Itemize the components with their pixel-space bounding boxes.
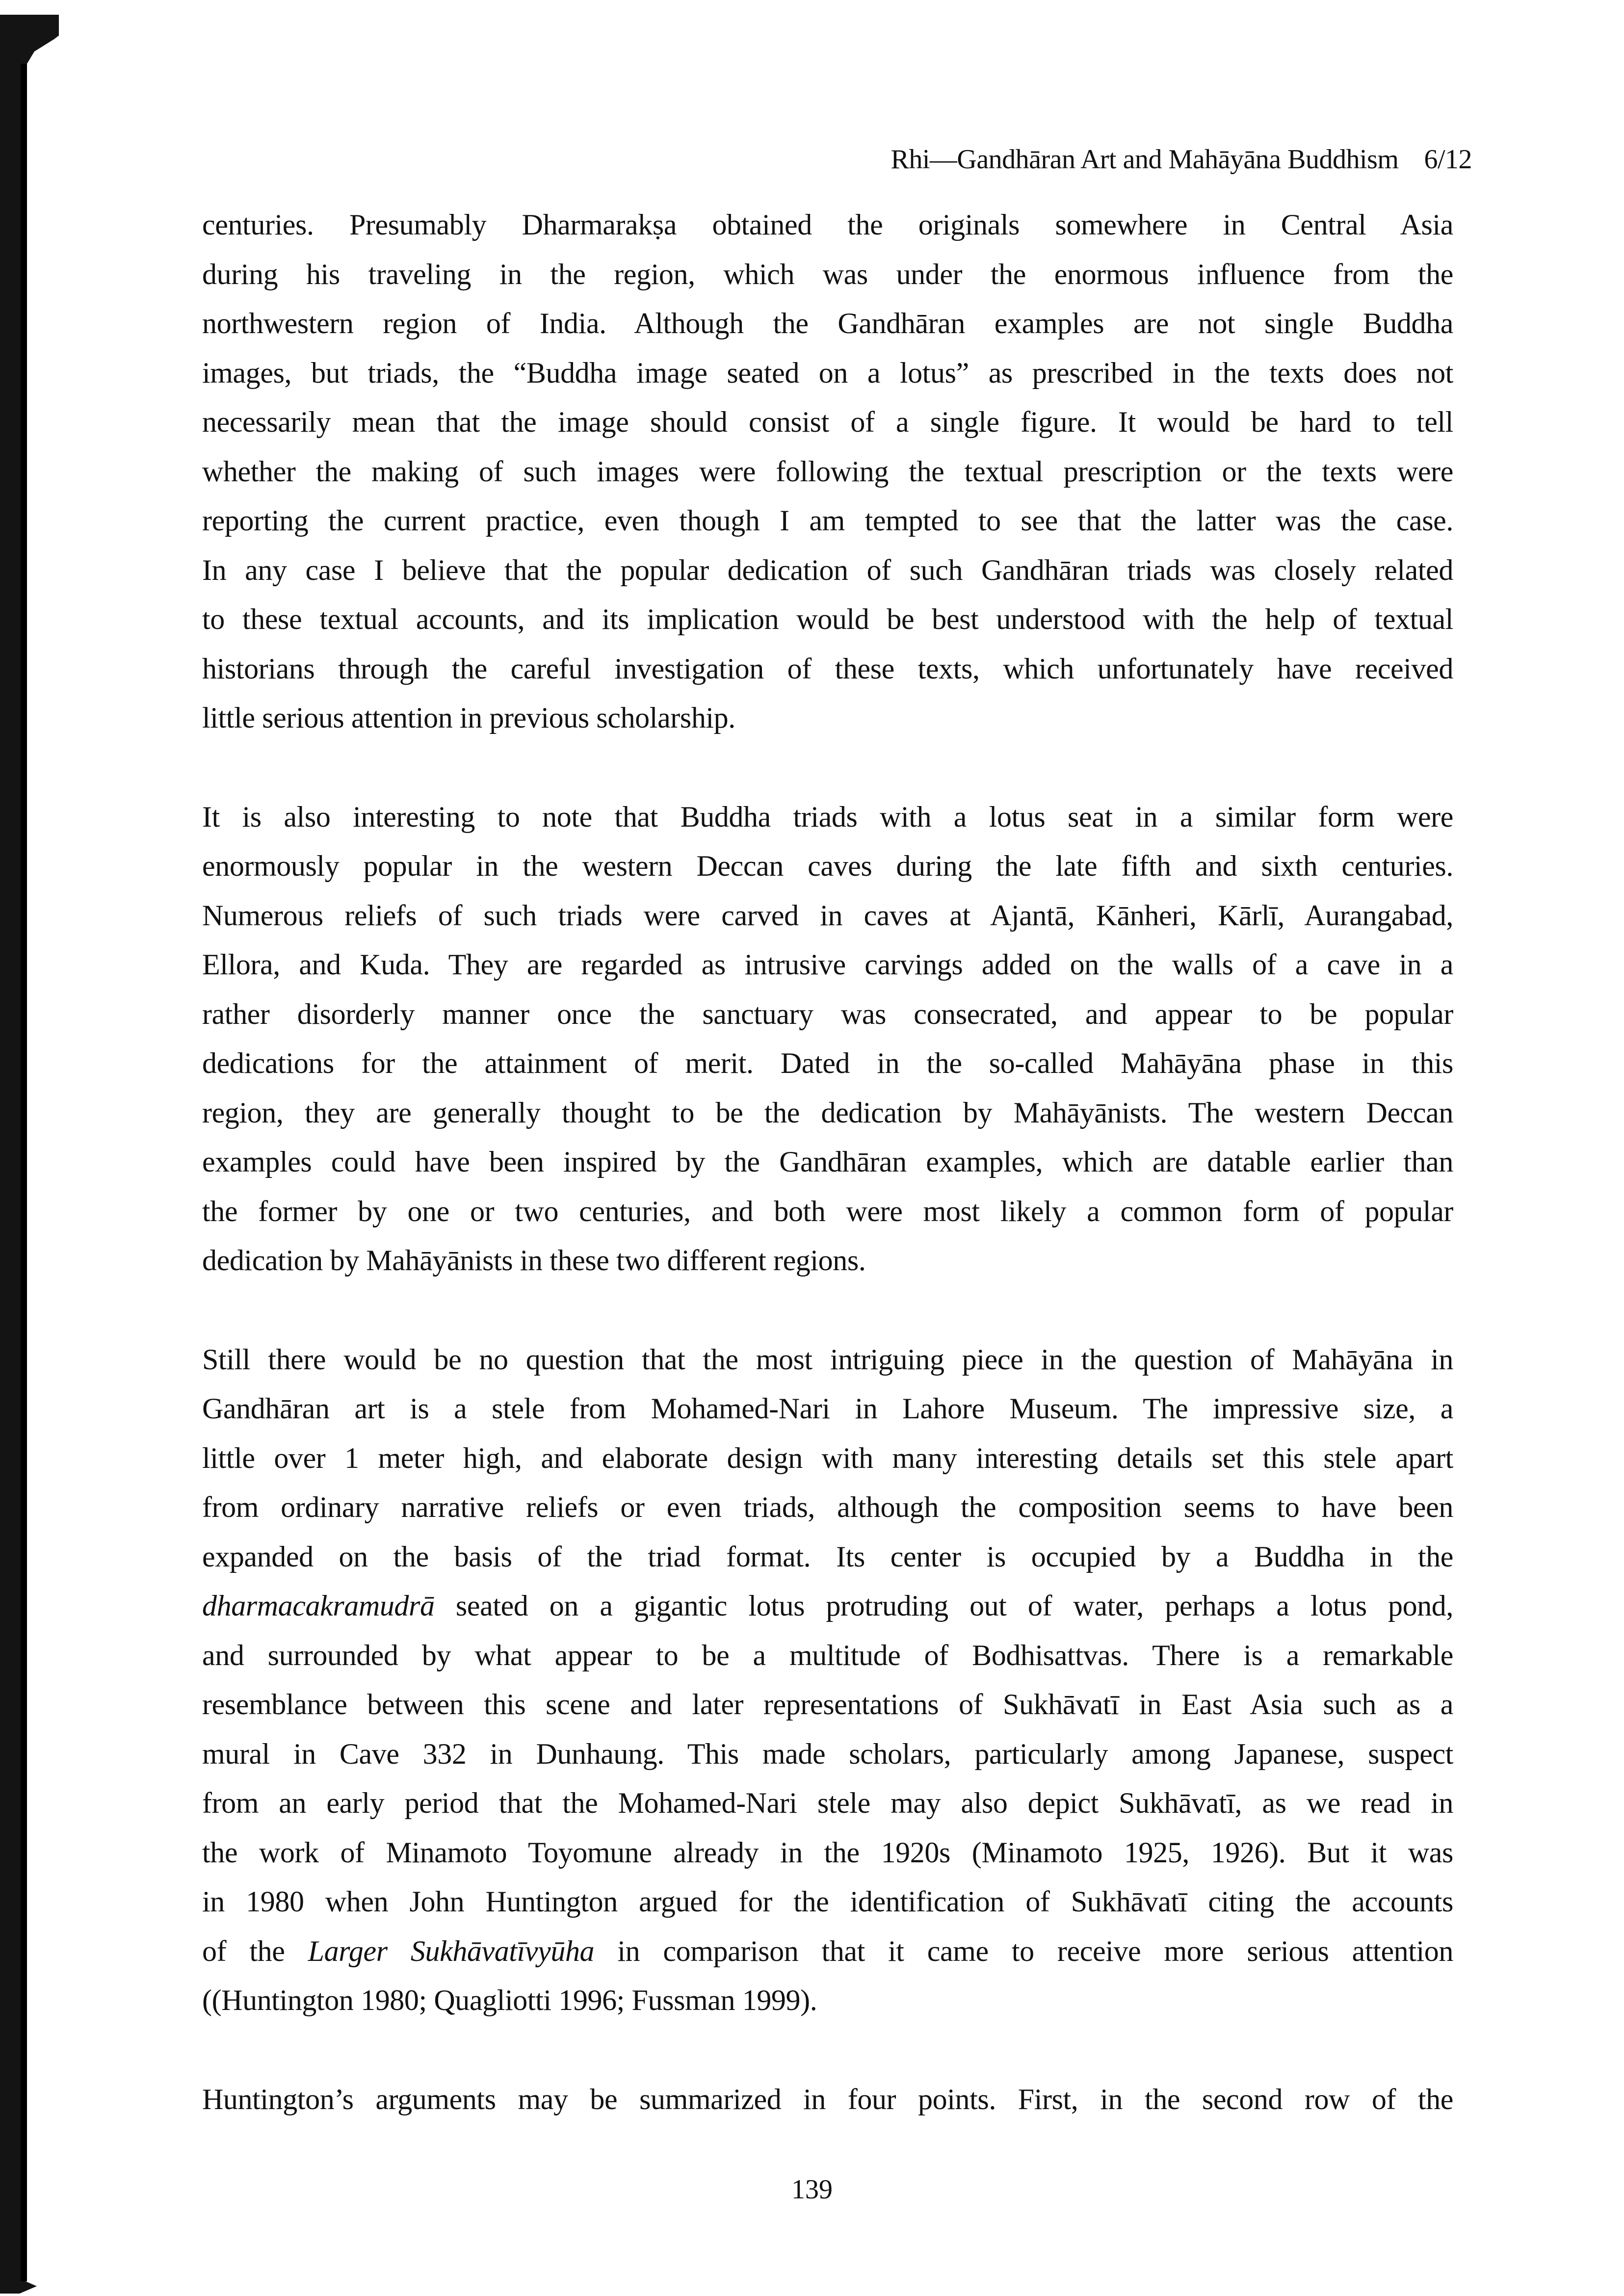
paragraph-2	[202, 792, 1453, 1285]
text-line: the former by one or two centuries, and both were most likely a common form of popular	[202, 1195, 1453, 1227]
running-title: Rhi—Gandhāran Art and Mahāyāna Buddhism	[891, 144, 1399, 175]
text-line: little over 1 meter high, and elaborate design with many interesting details set this stele apart	[202, 1441, 1453, 1474]
text-line: centuries. Presumably Dharmarakṣa obtained the originals somewhere in Central Asia	[202, 209, 1453, 241]
paragraph-1	[202, 200, 1453, 743]
page-fraction: 6/12	[1424, 144, 1472, 175]
text-line: Ellora, and Kuda. They are regarded as intrusive carvings added on the walls of a cave in a	[202, 948, 1453, 981]
text-line: examples could have been inspired by the Gandhāran examples, which are datable earlier than	[202, 1146, 1453, 1178]
text-run: seated on a gigantic lotus protruding out of water, perhaps a lotus pond,	[434, 1590, 1453, 1622]
running-head	[891, 142, 1472, 177]
text-line-italic-title	[202, 1927, 1453, 1976]
text-line: whether the making of such images were following the textual prescription or the texts were	[202, 455, 1453, 488]
paragraph-3	[202, 1335, 1453, 2025]
italic-term-dharmacakramudra: dharmacakramudrā	[202, 1590, 435, 1622]
body-text	[202, 200, 1453, 2124]
page-number: 139	[791, 2174, 833, 2205]
text-line: enormously popular in the western Deccan caves during the late fifth and sixth centuries.	[202, 850, 1453, 882]
text-line: necessarily mean that the image should consist of a single figure. It would be hard to tell	[202, 406, 1453, 438]
text-line: rather disorderly manner once the sanctuary was consecrated, and appear to be popular	[202, 997, 1453, 1030]
text-line: In any case I believe that the popular dedication of such Gandhāran triads was closely related	[202, 553, 1453, 586]
text-line: images, but triads, the “Buddha image seated on a lotus” as prescribed in the texts does not	[202, 356, 1453, 389]
text-line: dedications for the attainment of merit. Dated in the so-called Mahāyāna phase in this	[202, 1047, 1453, 1079]
text-line: during his traveling in the region, which was under the enormous influence from the	[202, 258, 1453, 290]
text-line: and surrounded by what appear to be a multitude of Bodhisattvas. There is a remarkable	[202, 1639, 1453, 1671]
text-line: It is also interesting to note that Buddha triads with a lotus seat in a similar form were	[202, 800, 1453, 833]
text-run: in comparison that it came to receive more serious attention	[594, 1934, 1454, 1967]
text-line: northwestern region of India. Although the Gandhāran examples are not single Buddha	[202, 307, 1453, 339]
text-line: the work of Minamoto Toyomune already in the 1920s (Minamoto 1925, 1926). But it was	[202, 1836, 1453, 1869]
text-line: to these textual accounts, and its implication would be best understood with the help of textual	[202, 603, 1453, 635]
text-line: region, they are generally thought to be the dedication by Mahāyānists. The western Deccan	[202, 1096, 1453, 1129]
text-line: resemblance between this scene and later representations of Sukhāvatī in East Asia such as a	[202, 1688, 1453, 1721]
text-line: from an early period that the Mohamed-Nari stele may also depict Sukhāvatī, as we read in	[202, 1787, 1453, 1819]
citation-line: ((Huntington 1980; Quagliotti 1996; Fussman 1999).	[202, 1984, 817, 2016]
text-line: historians through the careful investigation of these texts, which unfortunately have received	[202, 652, 1453, 685]
paragraph-4	[202, 2075, 1453, 2124]
text-line-italic-term	[202, 1581, 1453, 1631]
binding-shadow-shape	[0, 0, 59, 2296]
text-line: mural in Cave 332 in Dunhaung. This made scholars, particularly among Japanese, suspect	[202, 1737, 1453, 1770]
text-line: Huntington’s arguments may be summarized in four points. First, in the second row of the	[202, 2083, 1453, 2115]
text-line: little serious attention in previous scholarship.	[202, 702, 735, 734]
text-line: Numerous reliefs of such triads were carved in caves at Ajantā, Kānheri, Kārlī, Aurangabad,	[202, 899, 1453, 932]
scan-binding-shadow	[0, 0, 59, 2296]
text-line: reporting the current practice, even though I am tempted to see that the latter was the case.	[202, 504, 1453, 537]
italic-title-larger-sukhavativyuha: Larger Sukhāvatīvyūha	[308, 1934, 595, 1967]
text-line: Still there would be no question that the most intriguing piece in the question of Mahāyāna in	[202, 1343, 1453, 1376]
text-line: in 1980 when John Huntington argued for the identification of Sukhāvatī citing the accounts	[202, 1885, 1453, 1918]
text-line: dedication by Mahāyānists in these two different regions.	[202, 1244, 866, 1277]
text-run: of the	[202, 1934, 308, 1967]
text-line: Gandhāran art is a stele from Mohamed-Nari in Lahore Museum. The impressive size, a	[202, 1392, 1453, 1425]
text-line: expanded on the basis of the triad format. Its center is occupied by a Buddha in the	[202, 1540, 1453, 1573]
text-line: from ordinary narrative reliefs or even triads, although the composition seems to have been	[202, 1491, 1453, 1523]
